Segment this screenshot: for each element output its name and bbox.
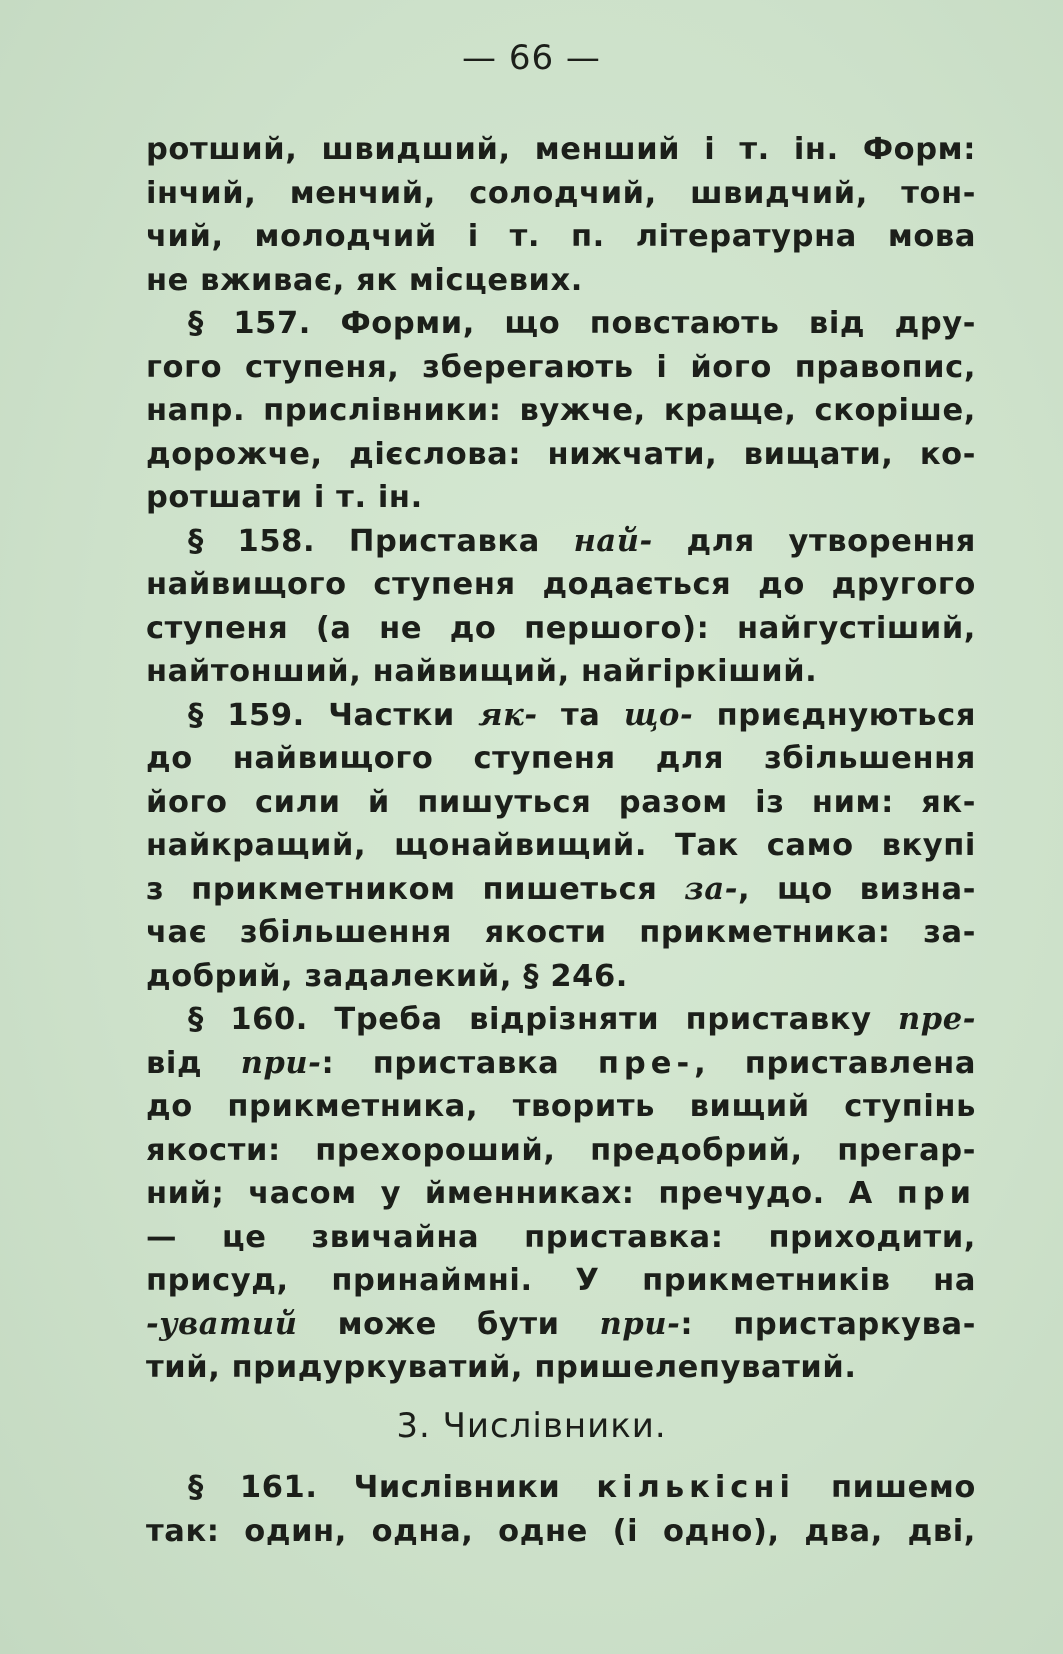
italic-prefix: що-: [623, 696, 694, 733]
text-segment: та: [537, 697, 624, 733]
text-segment: приєднуються: [693, 697, 976, 733]
text-segment: : пристаркува-: [680, 1306, 976, 1342]
text-segment: ний; часом у йменниках: пречудо. А: [146, 1176, 897, 1211]
text-line: [146, 868, 976, 912]
text-segment: , що визна-: [737, 871, 976, 907]
section-heading: 3. Числівники.: [396, 1406, 667, 1446]
text-line: ротший, швидший, менший і т. ін. Форм:: [146, 132, 976, 167]
text-segment: пишемо: [794, 1470, 976, 1505]
italic-prefix: за-: [684, 870, 738, 907]
text-line: не вживає, як місцевих.: [146, 262, 583, 298]
page-number: — 66 —: [462, 38, 601, 78]
text-segment: для утворення: [652, 523, 976, 559]
text-line: дорожче, дієслова: нижчати, вищати, ко-: [146, 436, 976, 472]
text-line: [146, 1172, 976, 1216]
text-line: чає збільшення якости прикметника: за-: [146, 915, 976, 950]
text-line: чий, молодчий і т. п. літературна мова: [146, 219, 976, 254]
text-line: до найвищого ступеня для збільшення: [146, 741, 976, 776]
text-line: присуд, принаймні. У прикметників на: [146, 1263, 976, 1298]
italic-prefix: пре-: [898, 1001, 976, 1037]
text-line: [146, 1303, 976, 1347]
text-line: так: один, одна, одне (і одно), два, дві,: [146, 1513, 976, 1549]
italic-prefix: при-: [240, 1044, 322, 1081]
section-160-line: [146, 998, 976, 1042]
text-line: найкращий, щонайвищий. Так само вкупі: [146, 828, 976, 863]
text-line: напр. прислівники: вужче, краще, скоріше,: [146, 393, 976, 428]
text-line: інчий, менчий, солодчий, швидчий, тон-: [146, 175, 976, 211]
italic-prefix: най-: [573, 522, 653, 559]
text-segment: , приставлена: [694, 1045, 976, 1081]
spaced-term: при: [896, 1176, 976, 1211]
text-line: гого ступеня, зберегають і його правопис,: [146, 349, 976, 385]
text-line: найтонший, найвищий, найгіркіший.: [146, 654, 818, 689]
text-segment: § 161. Числівники: [188, 1470, 597, 1505]
text-line: ротшати і т. ін.: [146, 480, 423, 515]
section-161-line: [146, 1466, 976, 1510]
text-segment: § 159. Частки: [188, 697, 479, 733]
section-158-line: [146, 520, 976, 564]
text-segment: : приставка: [321, 1045, 598, 1081]
section-157-line: § 157. Форми, що повстають від дру-: [188, 306, 976, 341]
text-line: ступеня (а не до першого): найгустіший,: [146, 610, 976, 646]
italic-prefix: при-: [599, 1305, 681, 1342]
spaced-term: пре-: [597, 1045, 695, 1081]
text-line: добрий, задалекий, § 246.: [146, 958, 628, 994]
italic-prefix: як-: [478, 696, 538, 733]
text-segment: може бути: [297, 1306, 600, 1342]
text-line: до прикметника, творить вищий ступінь: [146, 1089, 976, 1124]
text-segment: § 160. Треба відрізняти приставку: [188, 1002, 899, 1037]
text-segment: з прикметником пишеться: [146, 871, 685, 907]
body-text: [146, 128, 976, 1390]
text-line: його сили й пишуться разом із ним: як-: [146, 784, 976, 820]
text-segment: § 158. Приставка: [188, 523, 574, 559]
text-line: тий, придуркуватий, пришелепуватий.: [146, 1350, 857, 1385]
spaced-term: кількісні: [596, 1470, 795, 1505]
text-segment: від: [146, 1045, 241, 1081]
section-159-line: [146, 694, 976, 738]
text-line: якости: прехороший, предобрий, прегар-: [146, 1132, 976, 1168]
body-text-161: [146, 1466, 976, 1553]
text-line: — це звичайна приставка: приходити,: [146, 1219, 976, 1255]
italic-suffix: -уватий: [146, 1305, 298, 1342]
text-line: найвищого ступеня додається до другого: [146, 567, 976, 602]
text-line: [146, 1042, 976, 1086]
